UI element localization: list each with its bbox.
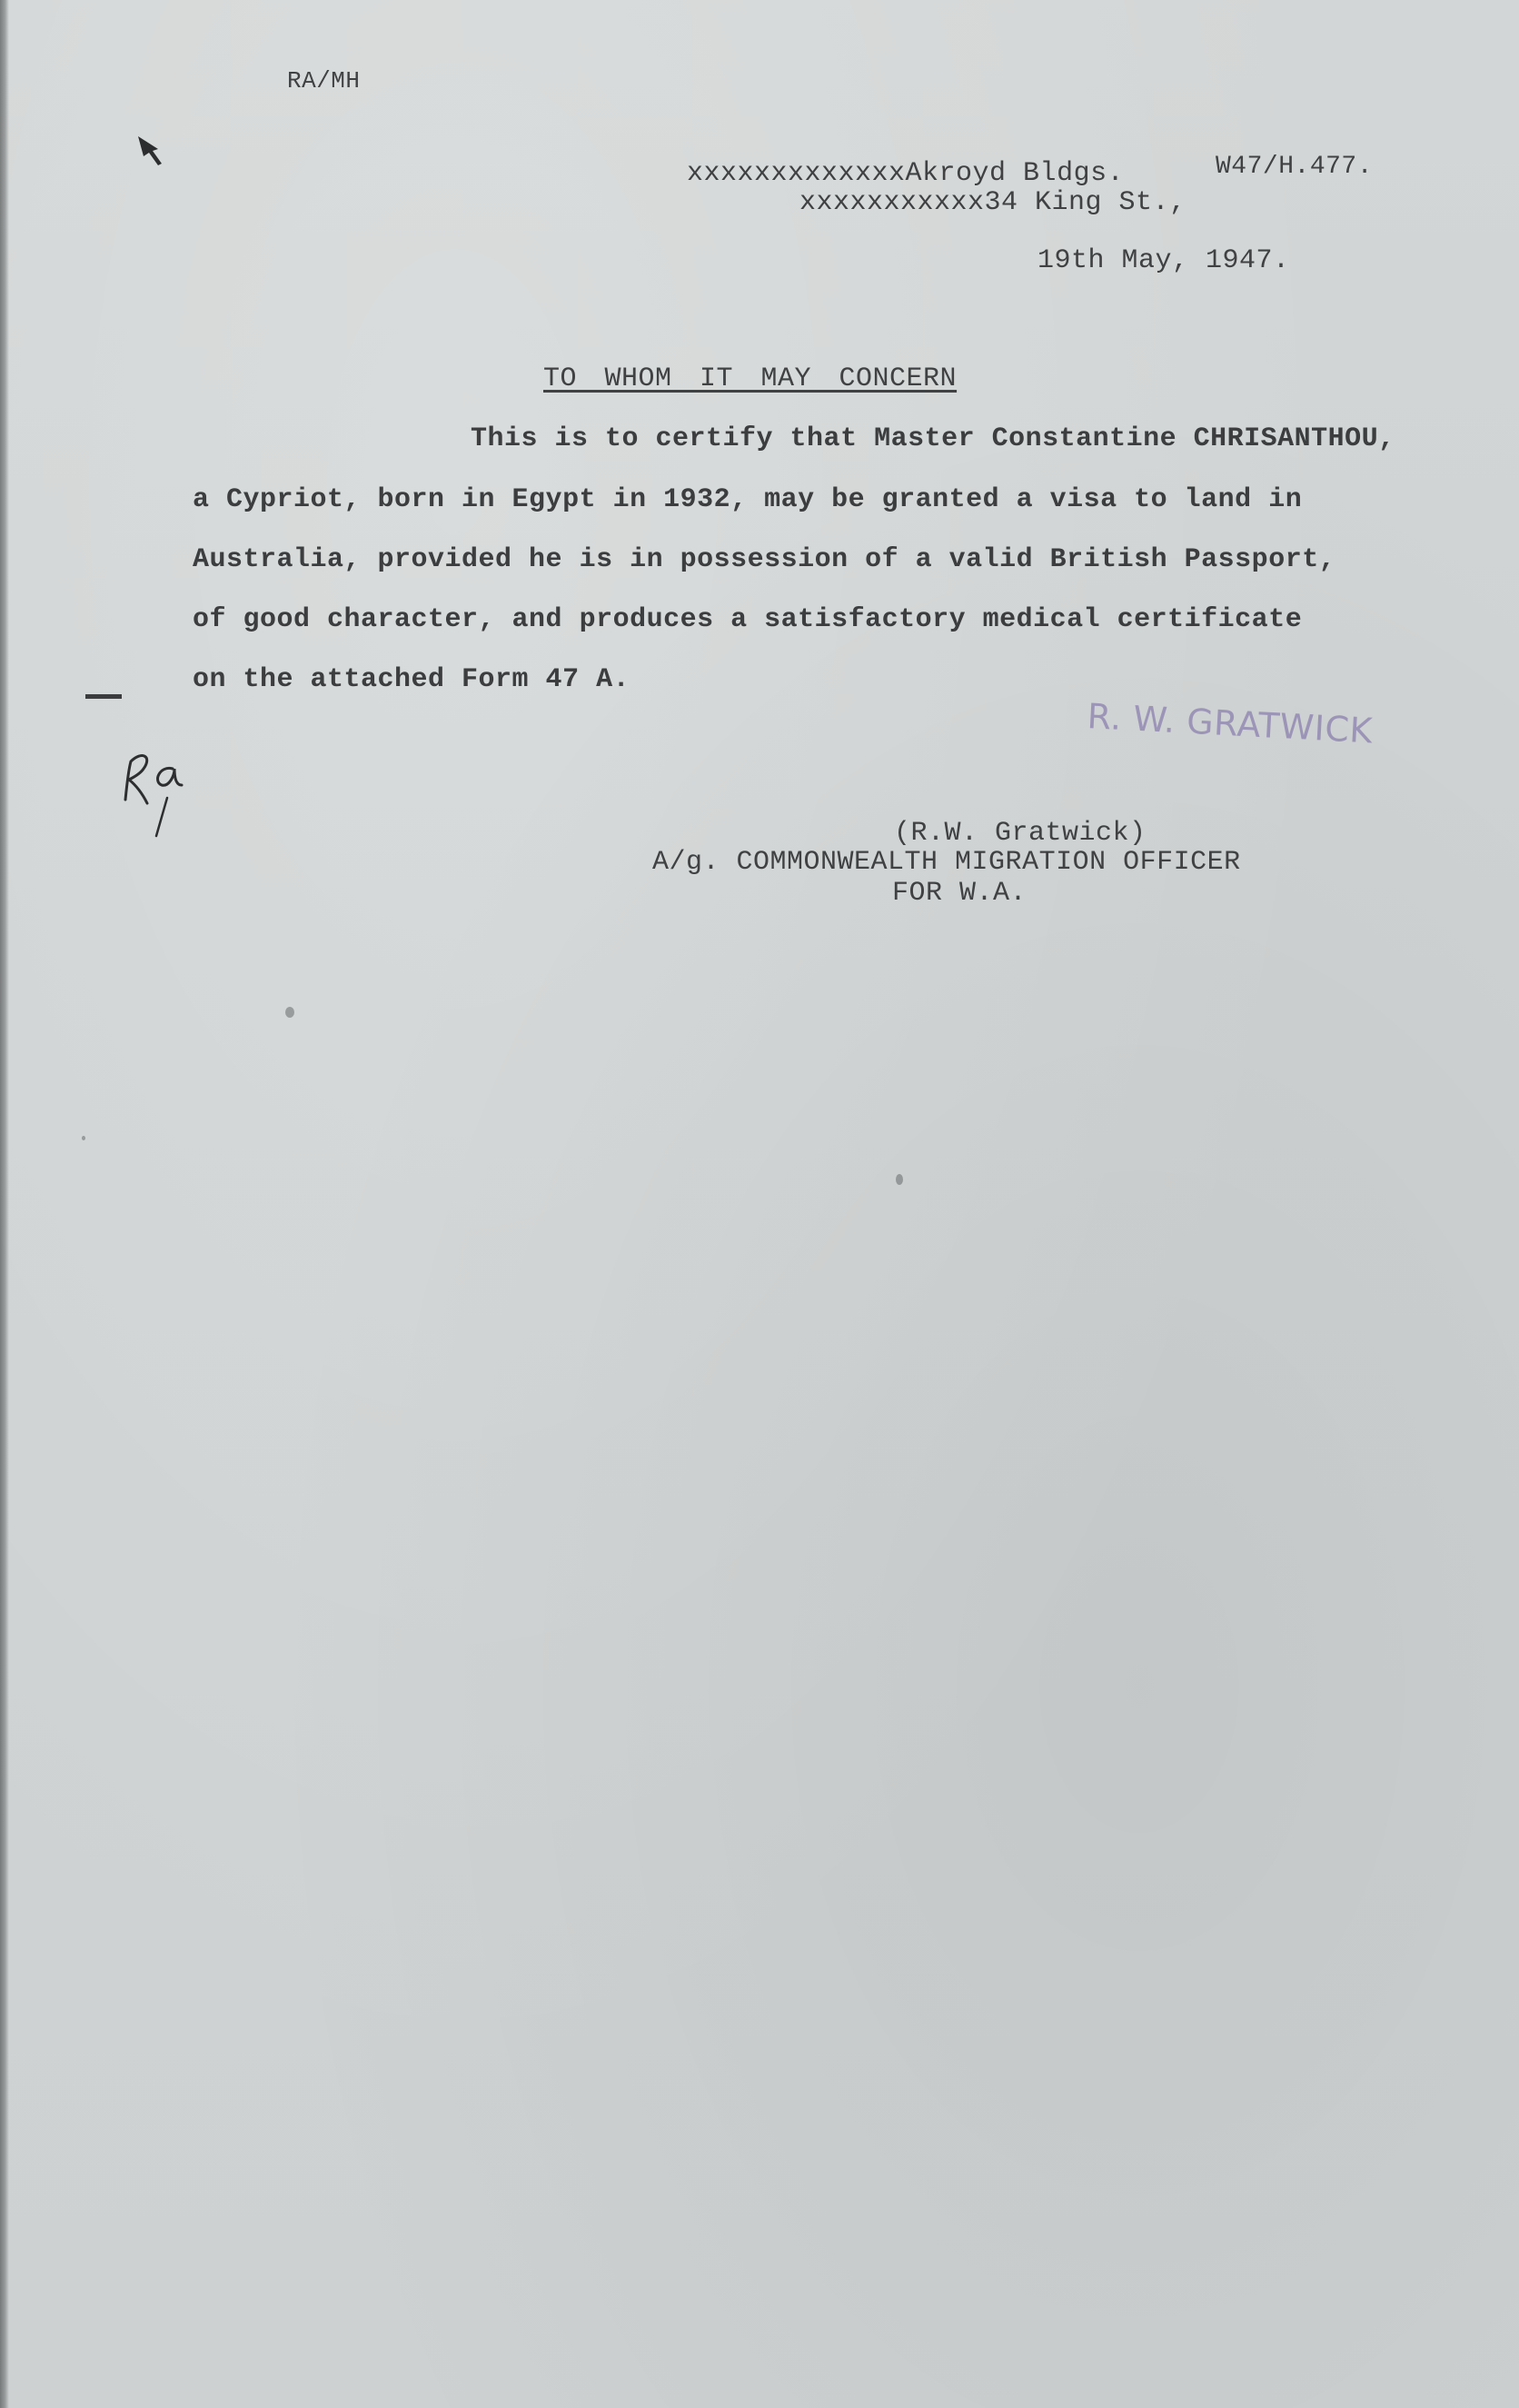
name-stamp: R. W. GRATWICK: [1086, 696, 1374, 751]
letter-heading: TO WHOM IT MAY CONCERN: [543, 363, 958, 394]
signature-title: A/g. COMMONWEALTH MIGRATION OFFICER: [652, 847, 1241, 878]
paper-speck: [285, 1007, 294, 1018]
body-line-3: Australia, provided he is in possession of a valid British Passport,: [193, 544, 1336, 575]
pencil-arrow-mark: [134, 133, 171, 169]
margin-dash-mark: [85, 694, 122, 699]
body-line-5: on the attached Form 47 A.: [193, 664, 630, 695]
letter-date: 19th May, 1947.: [1037, 245, 1290, 276]
address-line-2: xxxxxxxxxxx34 King St.,: [799, 187, 1186, 218]
body-line-1: This is to certify that Master Constantine CHRISANTHOU,: [471, 423, 1395, 454]
body-line-4: of good character, and produces a satisfactory medical certificate: [193, 604, 1303, 635]
signature-name: (R.W. Gratwick): [894, 818, 1147, 849]
handwritten-initials: [116, 745, 207, 845]
body-line-2: a Cypriot, born in Egypt in 1932, may be granted a visa to land in: [193, 484, 1303, 515]
paper-speck: [82, 1136, 85, 1140]
file-number: W47/H.477.: [1216, 153, 1374, 181]
address-line-1: xxxxxxxxxxxxxAkroyd Bldgs.: [687, 158, 1125, 189]
paper-speck: [896, 1174, 903, 1185]
page-edge-shadow: [0, 0, 9, 2408]
signature-region: FOR W.A.: [892, 878, 1028, 909]
reference-initials: RA/MH: [287, 67, 361, 95]
